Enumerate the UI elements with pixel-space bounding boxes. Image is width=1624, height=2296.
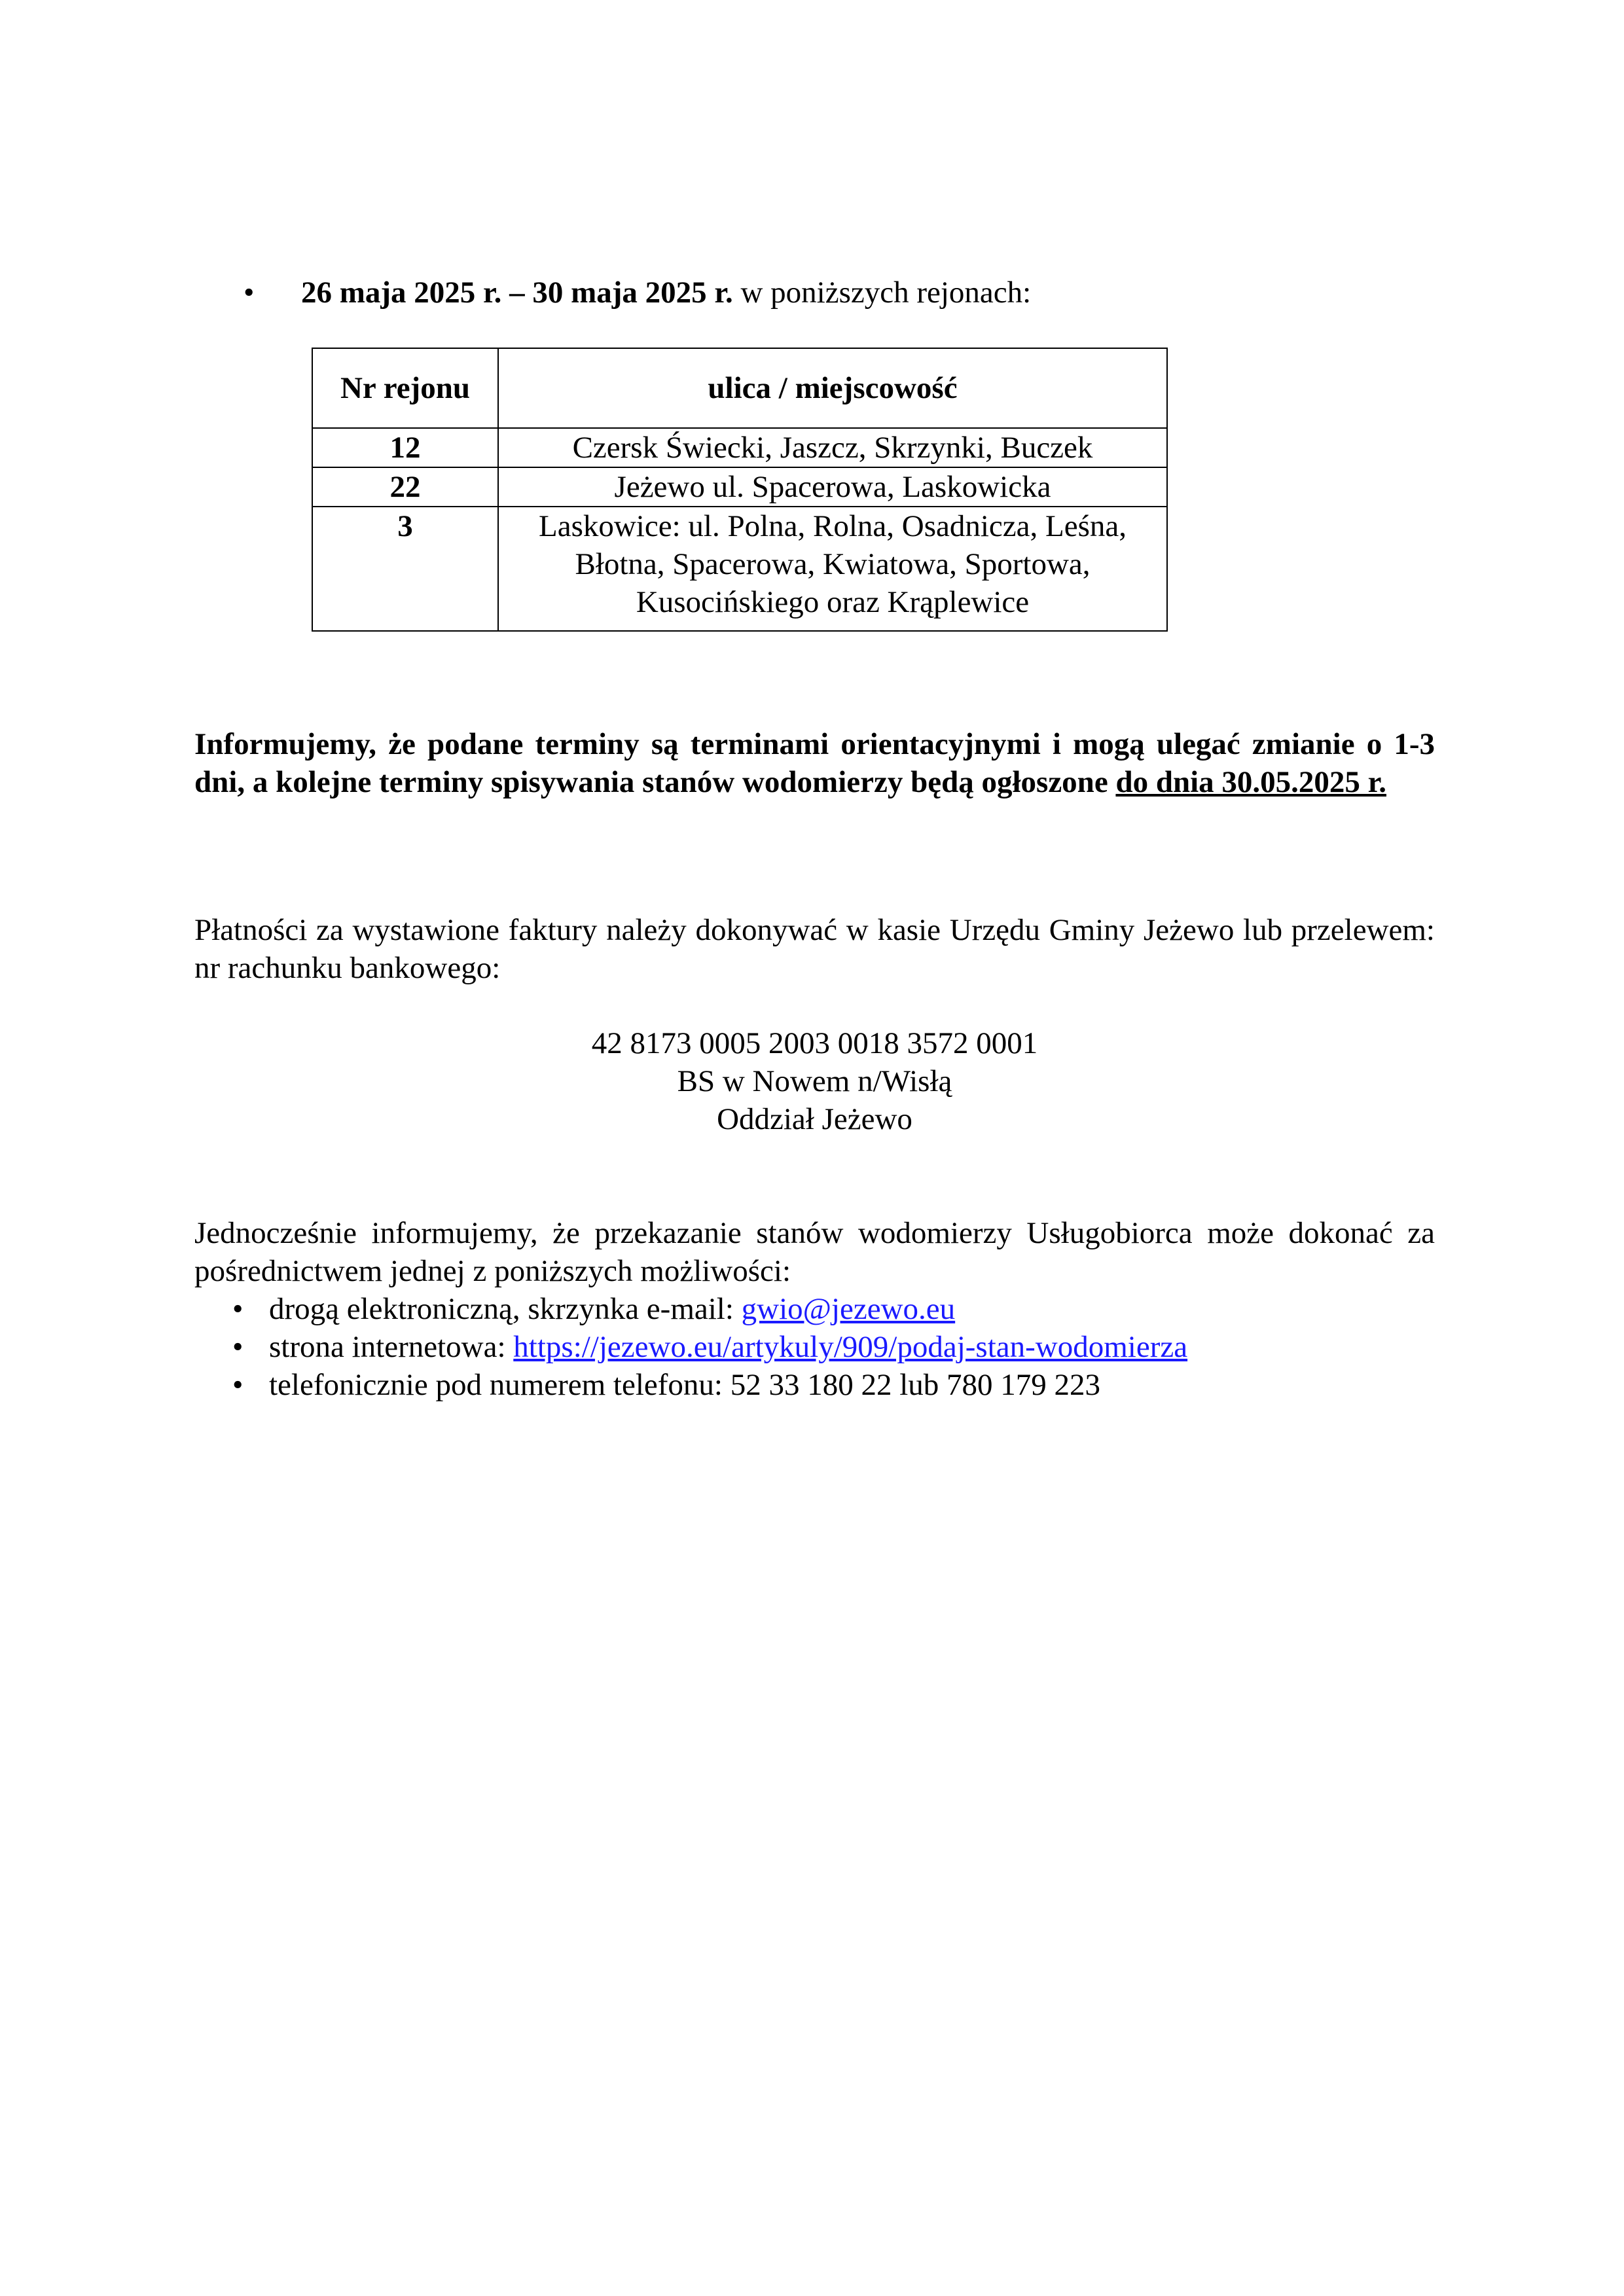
info-paragraph: Jednocześnie informujemy, że przekazanie stanów wodomierzy Usługobiorca może dokonać za pośrednictwem jednej z poniższych możliwości: bbox=[194, 1216, 1435, 1288]
bullet-icon: • bbox=[232, 1330, 244, 1364]
table-header-row bbox=[312, 348, 1167, 428]
bullet-icon: • bbox=[232, 1368, 244, 1402]
region-place: Czersk Świecki, Jaszcz, Skrzynki, Buczek bbox=[498, 428, 1167, 467]
region-number: 12 bbox=[312, 428, 498, 467]
notice-paragraph bbox=[194, 725, 1435, 801]
header-region-number: Nr rejonu bbox=[312, 348, 498, 428]
bank-account-number: 42 8173 0005 2003 0018 3572 0001 bbox=[591, 1026, 1038, 1060]
schedule-line bbox=[244, 274, 1487, 312]
table-row bbox=[312, 467, 1167, 507]
header-street-place: ulica / miejscowość bbox=[498, 348, 1167, 428]
bank-branch: Oddział Jeżewo bbox=[717, 1102, 912, 1136]
region-place bbox=[498, 507, 1167, 631]
regions-table bbox=[312, 348, 1168, 632]
bullet-icon: • bbox=[232, 1292, 244, 1326]
notice-deadline: do dnia 30.05.2025 r. bbox=[1115, 765, 1386, 799]
region-place-line: Laskowice: ul. Polna, Rolna, Osadnicza, Leśna, bbox=[539, 509, 1127, 543]
bank-details bbox=[194, 1024, 1435, 1138]
bank-name: BS w Nowem n/Wisłą bbox=[677, 1064, 952, 1098]
list-item bbox=[194, 1328, 1435, 1366]
notice-text: Informujemy, że podane terminy są terminami orientacyjnymi i mogą ulegać zmianie o 1-3 dni, a kolejne terminy spisywania stanów wodomierzy będą ogłoszone bbox=[194, 727, 1435, 799]
submission-methods-list bbox=[194, 1290, 1435, 1404]
table-row bbox=[312, 507, 1167, 631]
table-row bbox=[312, 428, 1167, 467]
payment-paragraph: Płatności za wystawione faktury należy dokonywać w kasie Urzędu Gminy Jeżewo lub przelewem: nr rachunku bankowego: bbox=[194, 913, 1435, 985]
schedule-date-range: 26 maja 2025 r. – 30 maja 2025 r. bbox=[301, 276, 733, 310]
region-place-line: Kusocińskiego oraz Krąplewice bbox=[636, 585, 1030, 619]
list-item bbox=[194, 1366, 1435, 1404]
region-place: Jeżewo ul. Spacerowa, Laskowicka bbox=[498, 467, 1167, 507]
website-link[interactable]: https://jezewo.eu/artykuly/909/podaj-stan-wodomierza bbox=[513, 1330, 1188, 1364]
bullet-icon: • bbox=[244, 276, 255, 310]
method-label: drogą elektroniczną, skrzynka e-mail: bbox=[269, 1292, 742, 1326]
region-place-line: Błotna, Spacerowa, Kwiatowa, Sportowa, bbox=[575, 547, 1091, 581]
method-label: telefonicznie pod numerem telefonu: 52 33 180 22 lub 780 179 223 bbox=[269, 1368, 1101, 1402]
method-label: strona internetowa: bbox=[269, 1330, 514, 1364]
region-number: 3 bbox=[312, 507, 498, 631]
schedule-suffix: w poniższych rejonach: bbox=[732, 276, 1032, 310]
region-number: 22 bbox=[312, 467, 498, 507]
email-link[interactable]: gwio@jezewo.eu bbox=[741, 1292, 956, 1326]
list-item bbox=[194, 1290, 1435, 1328]
